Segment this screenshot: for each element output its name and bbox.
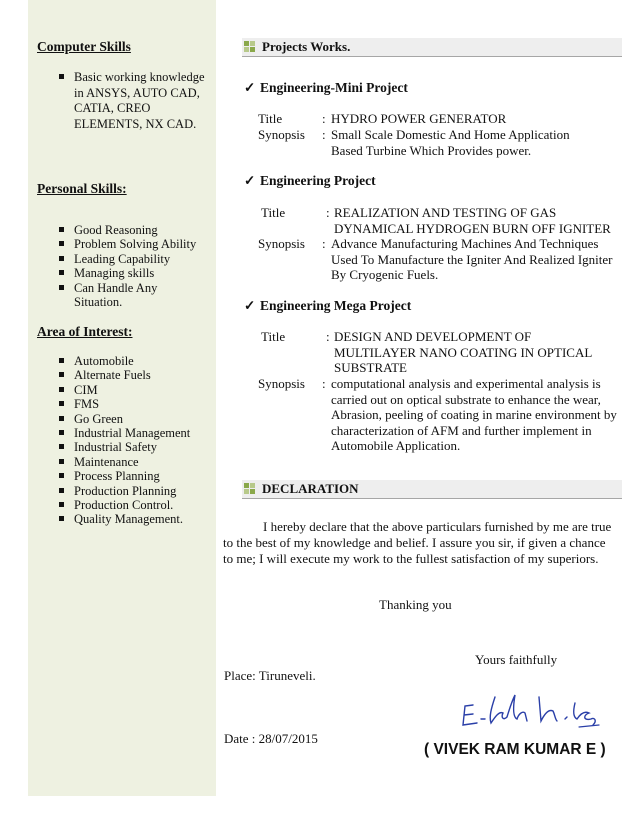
personal-skills-heading: Personal Skills: bbox=[37, 181, 127, 196]
section-grid-icon bbox=[244, 483, 255, 494]
project-synopsis-row: Synopsis : Small Scale Domestic And Home Application Based Turbine Which Provides power. bbox=[258, 127, 570, 158]
bullet-icon bbox=[59, 227, 64, 232]
list-item: Quality Management. bbox=[28, 512, 216, 526]
list-item: Basic working knowledge in ANSYS, AUTO CAD, CATIA, CREO ELEMENTS, NX CAD. bbox=[28, 70, 216, 132]
bullet-icon bbox=[59, 416, 64, 421]
project-title-row: Title : REALIZATION AND TESTING OF GAS DYNAMICAL HYDROGEN BURN OFF IGNITER bbox=[261, 205, 611, 236]
list-item: FMS bbox=[28, 397, 216, 411]
list-item: Production Control. bbox=[28, 498, 216, 512]
project-synopsis-row: Synopsis : Advance Manufacturing Machines And Techniques Used To Manufacture the Igniter And Realized Igniter By Cryogenic Fuels. bbox=[258, 236, 613, 282]
sidebar bbox=[28, 0, 216, 796]
area-of-interest-list bbox=[28, 354, 216, 527]
signature-image bbox=[455, 683, 605, 733]
project-title-row: Title : HYDRO POWER GENERATOR bbox=[258, 111, 507, 126]
area-of-interest-heading: Area of Interest: bbox=[37, 324, 133, 339]
bullet-icon bbox=[59, 358, 64, 363]
bullet-icon bbox=[59, 256, 64, 261]
project-heading: ✓ Engineering Mega Project bbox=[244, 298, 412, 313]
list-item: Industrial Management bbox=[28, 426, 216, 440]
list-item: Production Planning bbox=[28, 484, 216, 498]
list-item: CIM bbox=[28, 383, 216, 397]
list-item: Leading Capability bbox=[28, 252, 216, 266]
computer-skills-heading: Computer Skills bbox=[37, 39, 131, 54]
closing-text: Yours faithfully bbox=[475, 652, 558, 667]
list-item: Managing skills bbox=[28, 266, 216, 280]
checkmark-icon: ✓ bbox=[244, 173, 256, 188]
bullet-icon bbox=[59, 459, 64, 464]
list-item: Industrial Safety bbox=[28, 440, 216, 454]
bullet-icon bbox=[59, 241, 64, 246]
computer-skills-list bbox=[28, 70, 216, 132]
project-heading: ✓ Engineering Project bbox=[244, 173, 376, 188]
list-item: Go Green bbox=[28, 412, 216, 426]
list-item: Maintenance bbox=[28, 455, 216, 469]
list-item: Good Reasoning bbox=[28, 223, 216, 237]
list-item: Automobile bbox=[28, 354, 216, 368]
bullet-icon bbox=[59, 401, 64, 406]
bullet-icon bbox=[59, 444, 64, 449]
list-item: Can Handle Any Situation. bbox=[28, 281, 216, 310]
bullet-icon bbox=[59, 270, 64, 275]
date-text: Date : 28/07/2015 bbox=[224, 731, 318, 746]
bullet-icon bbox=[59, 387, 64, 392]
list-item: Process Planning bbox=[28, 469, 216, 483]
bullet-icon bbox=[59, 516, 64, 521]
declaration-text: I hereby declare that the above particulars furnished by me are true to the best of my knowledge and belief. I assure you sir, if given a chance to me; I will execute my work to the fullest satisfaction of my superiors. bbox=[223, 519, 612, 566]
declaration-section-title: DECLARATION bbox=[262, 481, 359, 496]
bullet-icon bbox=[59, 372, 64, 377]
projects-section-title: Projects Works. bbox=[262, 39, 351, 54]
thanking-text: Thanking you bbox=[379, 597, 452, 612]
list-item: Alternate Fuels bbox=[28, 368, 216, 382]
projects-section-header bbox=[242, 38, 622, 57]
place-text: Place: Tiruneveli. bbox=[224, 668, 316, 683]
bullet-icon bbox=[59, 488, 64, 493]
declaration-section-header bbox=[242, 480, 622, 499]
list-item: Problem Solving Ability bbox=[28, 237, 216, 251]
section-grid-icon bbox=[244, 41, 255, 52]
project-title-row: Title : DESIGN AND DEVELOPMENT OF MULTILAYER NANO COATING IN OPTICAL SUBSTRATE bbox=[261, 329, 592, 375]
bullet-icon bbox=[59, 502, 64, 507]
project-heading: ✓ Engineering-Mini Project bbox=[244, 80, 408, 95]
bullet-icon bbox=[59, 285, 64, 290]
bullet-icon bbox=[59, 430, 64, 435]
bullet-icon bbox=[59, 473, 64, 478]
personal-skills-list bbox=[28, 223, 216, 309]
project-synopsis-row: Synopsis : computational analysis and experimental analysis is carried out on optical substrate to enhance the wear, Abrasion, peeling of coating in marine environment by characterization of AFM and further implement in Automobile Application. bbox=[258, 376, 617, 453]
bullet-icon bbox=[59, 74, 64, 79]
checkmark-icon: ✓ bbox=[244, 80, 256, 95]
applicant-name: ( VIVEK RAM KUMAR E ) bbox=[424, 741, 606, 758]
checkmark-icon: ✓ bbox=[244, 298, 256, 313]
